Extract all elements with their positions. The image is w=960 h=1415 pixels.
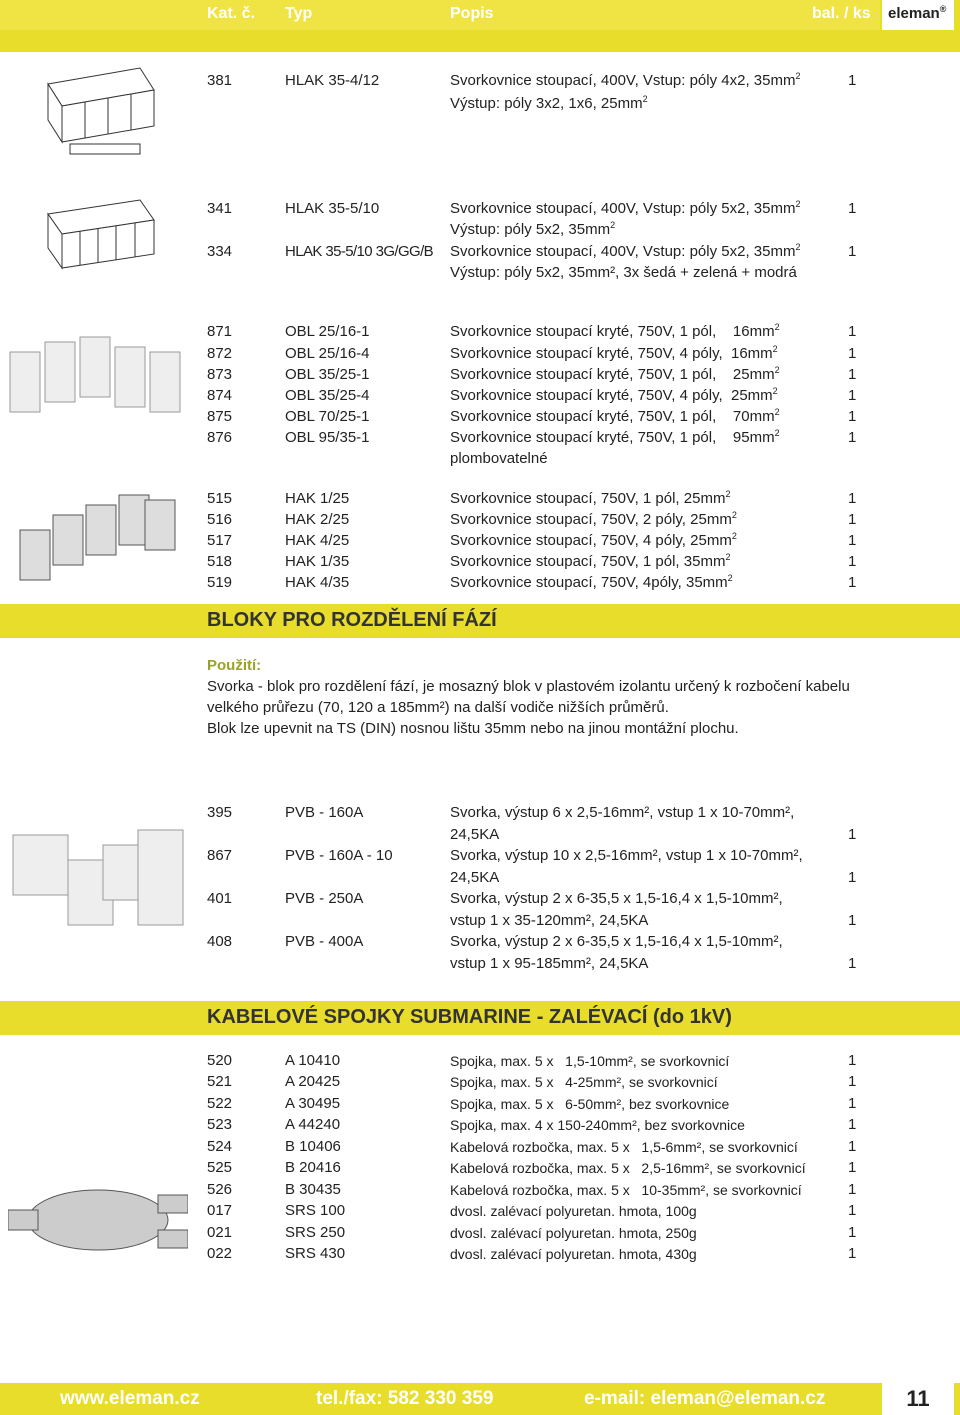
desc-cell: Svorkovnice stoupací kryté, 750V, 4 póly, $16mm^2$ (450, 344, 778, 362)
kat-cell: 876 (207, 429, 233, 446)
table-row (0, 263, 960, 283)
typ-cell: OBL 35/25-4 (285, 387, 370, 404)
typ-cell: OBL 95/35-1 (285, 429, 370, 446)
table-row (0, 510, 960, 530)
table-row (0, 1223, 960, 1243)
usage-label: Použití: (207, 657, 262, 674)
kat-cell: 017 (207, 1202, 233, 1219)
bal-cell: 1 (848, 1181, 857, 1198)
kat-cell: 401 (207, 890, 233, 907)
desc-cell: Spojka, max. 4 x 150-240mm², bez svorkovnice (450, 1117, 745, 1133)
table-row (0, 220, 960, 240)
table-row (0, 911, 960, 931)
table-row (0, 1072, 960, 1092)
bal-cell: 1 (848, 366, 857, 383)
desc-cell: Svorkovnice stoupací, 750V, 2 póly, $25mm^2$ (450, 510, 737, 528)
typ-cell: B 20416 (285, 1159, 341, 1176)
desc-cell: Svorka, výstup 2 x 6-35,5 x 1,5-16,4 x 1,5-10mm², (450, 933, 783, 950)
kat-cell: 408 (207, 933, 233, 950)
bal-cell: 1 (848, 955, 857, 972)
kat-cell: 875 (207, 408, 233, 425)
desc-cell: Spojka, max. 5 x 1,5-10mm², se svorkovnicí (450, 1053, 730, 1069)
kat-cell: 022 (207, 1245, 233, 1262)
desc-cell: Spojka, max. 5 x 4-25mm², se svorkovnicí (450, 1074, 718, 1090)
section-band-cable (0, 1001, 960, 1035)
kat-cell: 381 (207, 72, 233, 89)
desc-cell: 24,5KA (450, 869, 500, 886)
table-row (0, 932, 960, 952)
desc-cell: Svorkovnice stoupací kryté, 750V, 1 pól, $70mm^2$ (450, 407, 780, 425)
typ-cell: HLAK 35-5/10 (285, 200, 380, 217)
typ-cell: B 10406 (285, 1138, 341, 1155)
typ-cell: A 44240 (285, 1116, 341, 1133)
typ-cell: A 30495 (285, 1095, 341, 1112)
typ-cell: OBL 70/25-1 (285, 408, 370, 425)
desc-cell: Svorkovnice stoupací kryté, 750V, 1 pól, $25mm^2$ (450, 365, 780, 383)
kat-cell: 867 (207, 847, 233, 864)
bal-cell: 1 (848, 553, 857, 570)
desc-cell: vstup 1 x 95-185mm², 24,5KA (450, 955, 649, 972)
desc-cell: Svorkovnice stoupací, 750V, 1 pól, $25mm^2$ (450, 489, 731, 507)
typ-cell: HAK 1/25 (285, 490, 350, 507)
desc-cell: dvosl. zalévací polyuretan. hmota, 430g (450, 1246, 697, 1262)
kat-cell: 871 (207, 323, 233, 340)
table-row (0, 71, 960, 91)
usage-block (207, 655, 850, 739)
kat-cell: 341 (207, 200, 233, 217)
kat-cell: 525 (207, 1159, 233, 1176)
table-row (0, 365, 960, 385)
header-popis: Popis (450, 5, 494, 22)
desc-cell: plombovatelné (450, 450, 548, 467)
desc-cell: 24,5KA (450, 826, 500, 843)
header-tab (0, 0, 880, 30)
table-row (0, 1201, 960, 1221)
desc-cell: Kabelová rozbočka, max. 5 x 2,5-16mm², se svorkovnicí (450, 1160, 806, 1176)
table-row (0, 889, 960, 909)
header-kat: Kat. č. (207, 5, 256, 22)
bal-cell: 1 (848, 429, 857, 446)
bal-cell: 1 (848, 1095, 857, 1112)
bal-cell: 1 (848, 826, 857, 843)
table-row (0, 1137, 960, 1157)
footer-bar (0, 1383, 960, 1415)
table-row (0, 94, 960, 114)
brand-logo (882, 0, 954, 30)
typ-cell: PVB - 250A (285, 890, 364, 907)
typ-cell: HLAK 35-4/12 (285, 72, 380, 89)
desc-cell: Svorkovnice stoupací, 750V, 1 pól, $35mm^2$ (450, 552, 731, 570)
footer-web-link[interactable]: www.eleman.cz (60, 1388, 200, 1409)
footer-email-link[interactable]: e-mail: eleman@eleman.cz (584, 1388, 826, 1409)
desc-cell: Svorkovnice stoupací, 750V, 4 póly, $25mm^2$ (450, 531, 737, 549)
desc-cell: dvosl. zalévací polyuretan. hmota, 100g (450, 1203, 697, 1219)
desc-cell: Svorkovnice stoupací, 400V, Vstup: póly 5x2, $35mm^2$ (450, 242, 801, 260)
bal-cell: 1 (848, 387, 857, 404)
desc-cell: Výstup: póly 5x2, $35mm^2$ (450, 220, 616, 238)
page-number: 11 (882, 1383, 954, 1415)
table-row (0, 322, 960, 342)
kat-cell: 526 (207, 1181, 233, 1198)
usage-line: velkého průřezu (70, 120 a 185mm²) na další vodiče nižších průměrů. (207, 699, 669, 716)
bal-cell: 1 (848, 532, 857, 549)
kat-cell: 522 (207, 1095, 233, 1112)
brand-text: eleman (888, 5, 940, 22)
desc-cell: Svorka, výstup 6 x 2,5-16mm², vstup 1 x 10-70mm², (450, 804, 795, 821)
kat-cell: 873 (207, 366, 233, 383)
usage-line: Blok lze upevnit na TS (DIN) nosnou lištu 35mm nebo na jinou montážní plochu. (207, 720, 739, 737)
kat-cell: 523 (207, 1116, 233, 1133)
table-row (0, 344, 960, 364)
typ-cell: SRS 430 (285, 1245, 346, 1262)
typ-cell: HAK 2/25 (285, 511, 350, 528)
desc-cell: Svorkovnice stoupací, 750V, 4póly, $35mm^2$ (450, 573, 733, 591)
typ-cell: PVB - 160A (285, 804, 364, 821)
table-row (0, 449, 960, 469)
table-row (0, 1094, 960, 1114)
table-row (0, 242, 960, 262)
table-row (0, 1051, 960, 1071)
brand-mark: ® (939, 4, 947, 14)
typ-cell: PVB - 160A - 10 (285, 847, 393, 864)
desc-cell: Výstup: póly 3x2, 1x6, $25mm^2$ (450, 94, 648, 112)
typ-cell: HAK 4/35 (285, 574, 350, 591)
bal-cell: 1 (848, 200, 857, 217)
desc-cell: Kabelová rozbočka, max. 5 x 1,5-6mm², se svorkovnicí (450, 1139, 798, 1155)
kat-cell: 524 (207, 1138, 233, 1155)
bal-cell: 1 (848, 1159, 857, 1176)
table-row (0, 803, 960, 823)
bal-cell: 1 (848, 1116, 857, 1133)
kat-cell: 515 (207, 490, 233, 507)
kat-cell: 521 (207, 1073, 233, 1090)
section-band-phase (0, 604, 960, 638)
bal-cell: 1 (848, 912, 857, 929)
header-bal: bal. / ks (812, 5, 871, 22)
bal-cell: 1 (848, 1073, 857, 1090)
table-row (0, 846, 960, 866)
kat-cell: 518 (207, 553, 233, 570)
kat-cell: 872 (207, 345, 233, 362)
kat-cell: 519 (207, 574, 233, 591)
desc-cell: Svorkovnice stoupací, 400V, Vstup: póly 5x2, $35mm^2$ (450, 199, 801, 217)
desc-cell: Spojka, max. 5 x 6-50mm², bez svorkovnice (450, 1096, 730, 1112)
usage-line: Svorka - blok pro rozdělení fází, je mosazný blok v plastovém izolantu určený k rozbočení kabelu (207, 678, 850, 695)
bal-cell: 1 (848, 72, 857, 89)
desc-cell: Kabelová rozbočka, max. 5 x 10-35mm², se svorkovnicí (450, 1182, 802, 1198)
typ-cell: HAK 4/25 (285, 532, 350, 549)
desc-cell: Svorka, výstup 2 x 6-35,5 x 1,5-16,4 x 1,5-10mm², (450, 890, 783, 907)
typ-cell: SRS 100 (285, 1202, 346, 1219)
desc-cell: Svorka, výstup 10 x 2,5-16mm², vstup 1 x 10-70mm², (450, 847, 803, 864)
kat-cell: 334 (207, 243, 233, 260)
section-title: BLOKY PRO ROZDĚLENÍ FÁZÍ (207, 609, 497, 631)
table-row (0, 428, 960, 448)
bal-cell: 1 (848, 490, 857, 507)
typ-cell: OBL 25/16-4 (285, 345, 370, 362)
table-row (0, 825, 960, 845)
bal-cell: 1 (848, 1245, 857, 1262)
section-title: KABELOVÉ SPOJKY SUBMARINE - ZALÉVACÍ (do 1kV) (207, 1006, 732, 1028)
table-row (0, 1158, 960, 1178)
typ-cell: A 10410 (285, 1052, 341, 1069)
desc-cell: vstup 1 x 35-120mm², 24,5KA (450, 912, 649, 929)
table-row (0, 531, 960, 551)
desc-cell: Svorkovnice stoupací kryté, 750V, 1 pól, $95mm^2$ (450, 428, 780, 446)
kat-cell: 021 (207, 1224, 233, 1241)
desc-cell: dvosl. zalévací polyuretan. hmota, 250g (450, 1225, 697, 1241)
typ-cell: A 20425 (285, 1073, 341, 1090)
typ-cell: OBL 35/25-1 (285, 366, 370, 383)
desc-cell: Svorkovnice stoupací kryté, 750V, 4 póly, $25mm^2$ (450, 386, 778, 404)
kat-cell: 395 (207, 804, 233, 821)
typ-cell: SRS 250 (285, 1224, 346, 1241)
bal-cell: 1 (848, 1138, 857, 1155)
typ-cell: HAK 1/35 (285, 553, 350, 570)
typ-cell: PVB - 400A (285, 933, 364, 950)
table-row (0, 868, 960, 888)
bal-cell: 1 (848, 511, 857, 528)
header-bar (0, 0, 960, 52)
kat-cell: 874 (207, 387, 233, 404)
bal-cell: 1 (848, 574, 857, 591)
bal-cell: 1 (848, 345, 857, 362)
bal-cell: 1 (848, 1052, 857, 1069)
header-typ: Typ (285, 5, 313, 22)
typ-cell: OBL 25/16-1 (285, 323, 370, 340)
typ-cell: HLAK 35-5/10 3G/GG/B (285, 243, 434, 260)
footer-phone: tel./fax: 582 330 359 (316, 1388, 494, 1409)
typ-cell: B 30435 (285, 1181, 341, 1198)
bal-cell: 1 (848, 243, 857, 260)
table-row (0, 1244, 960, 1264)
kat-cell: 520 (207, 1052, 233, 1069)
table-row (0, 552, 960, 572)
desc-cell: Svorkovnice stoupací kryté, 750V, 1 pól, $16mm^2$ (450, 322, 780, 340)
table-row (0, 489, 960, 509)
desc-cell: Svorkovnice stoupací, 400V, Vstup: póly 4x2, $35mm^2$ (450, 71, 801, 89)
table-row (0, 954, 960, 974)
bal-cell: 1 (848, 1224, 857, 1241)
table-row (0, 1180, 960, 1200)
bal-cell: 1 (848, 869, 857, 886)
table-row (0, 573, 960, 593)
kat-cell: 516 (207, 511, 233, 528)
desc-cell: Výstup: póly 5x2, 35mm², 3x šedá + zelená + modrá (450, 264, 797, 281)
bal-cell: 1 (848, 323, 857, 340)
bal-cell: 1 (848, 408, 857, 425)
table-row (0, 199, 960, 219)
table-row (0, 1115, 960, 1135)
table-row (0, 386, 960, 406)
bal-cell: 1 (848, 1202, 857, 1219)
kat-cell: 517 (207, 532, 233, 549)
table-row (0, 407, 960, 427)
